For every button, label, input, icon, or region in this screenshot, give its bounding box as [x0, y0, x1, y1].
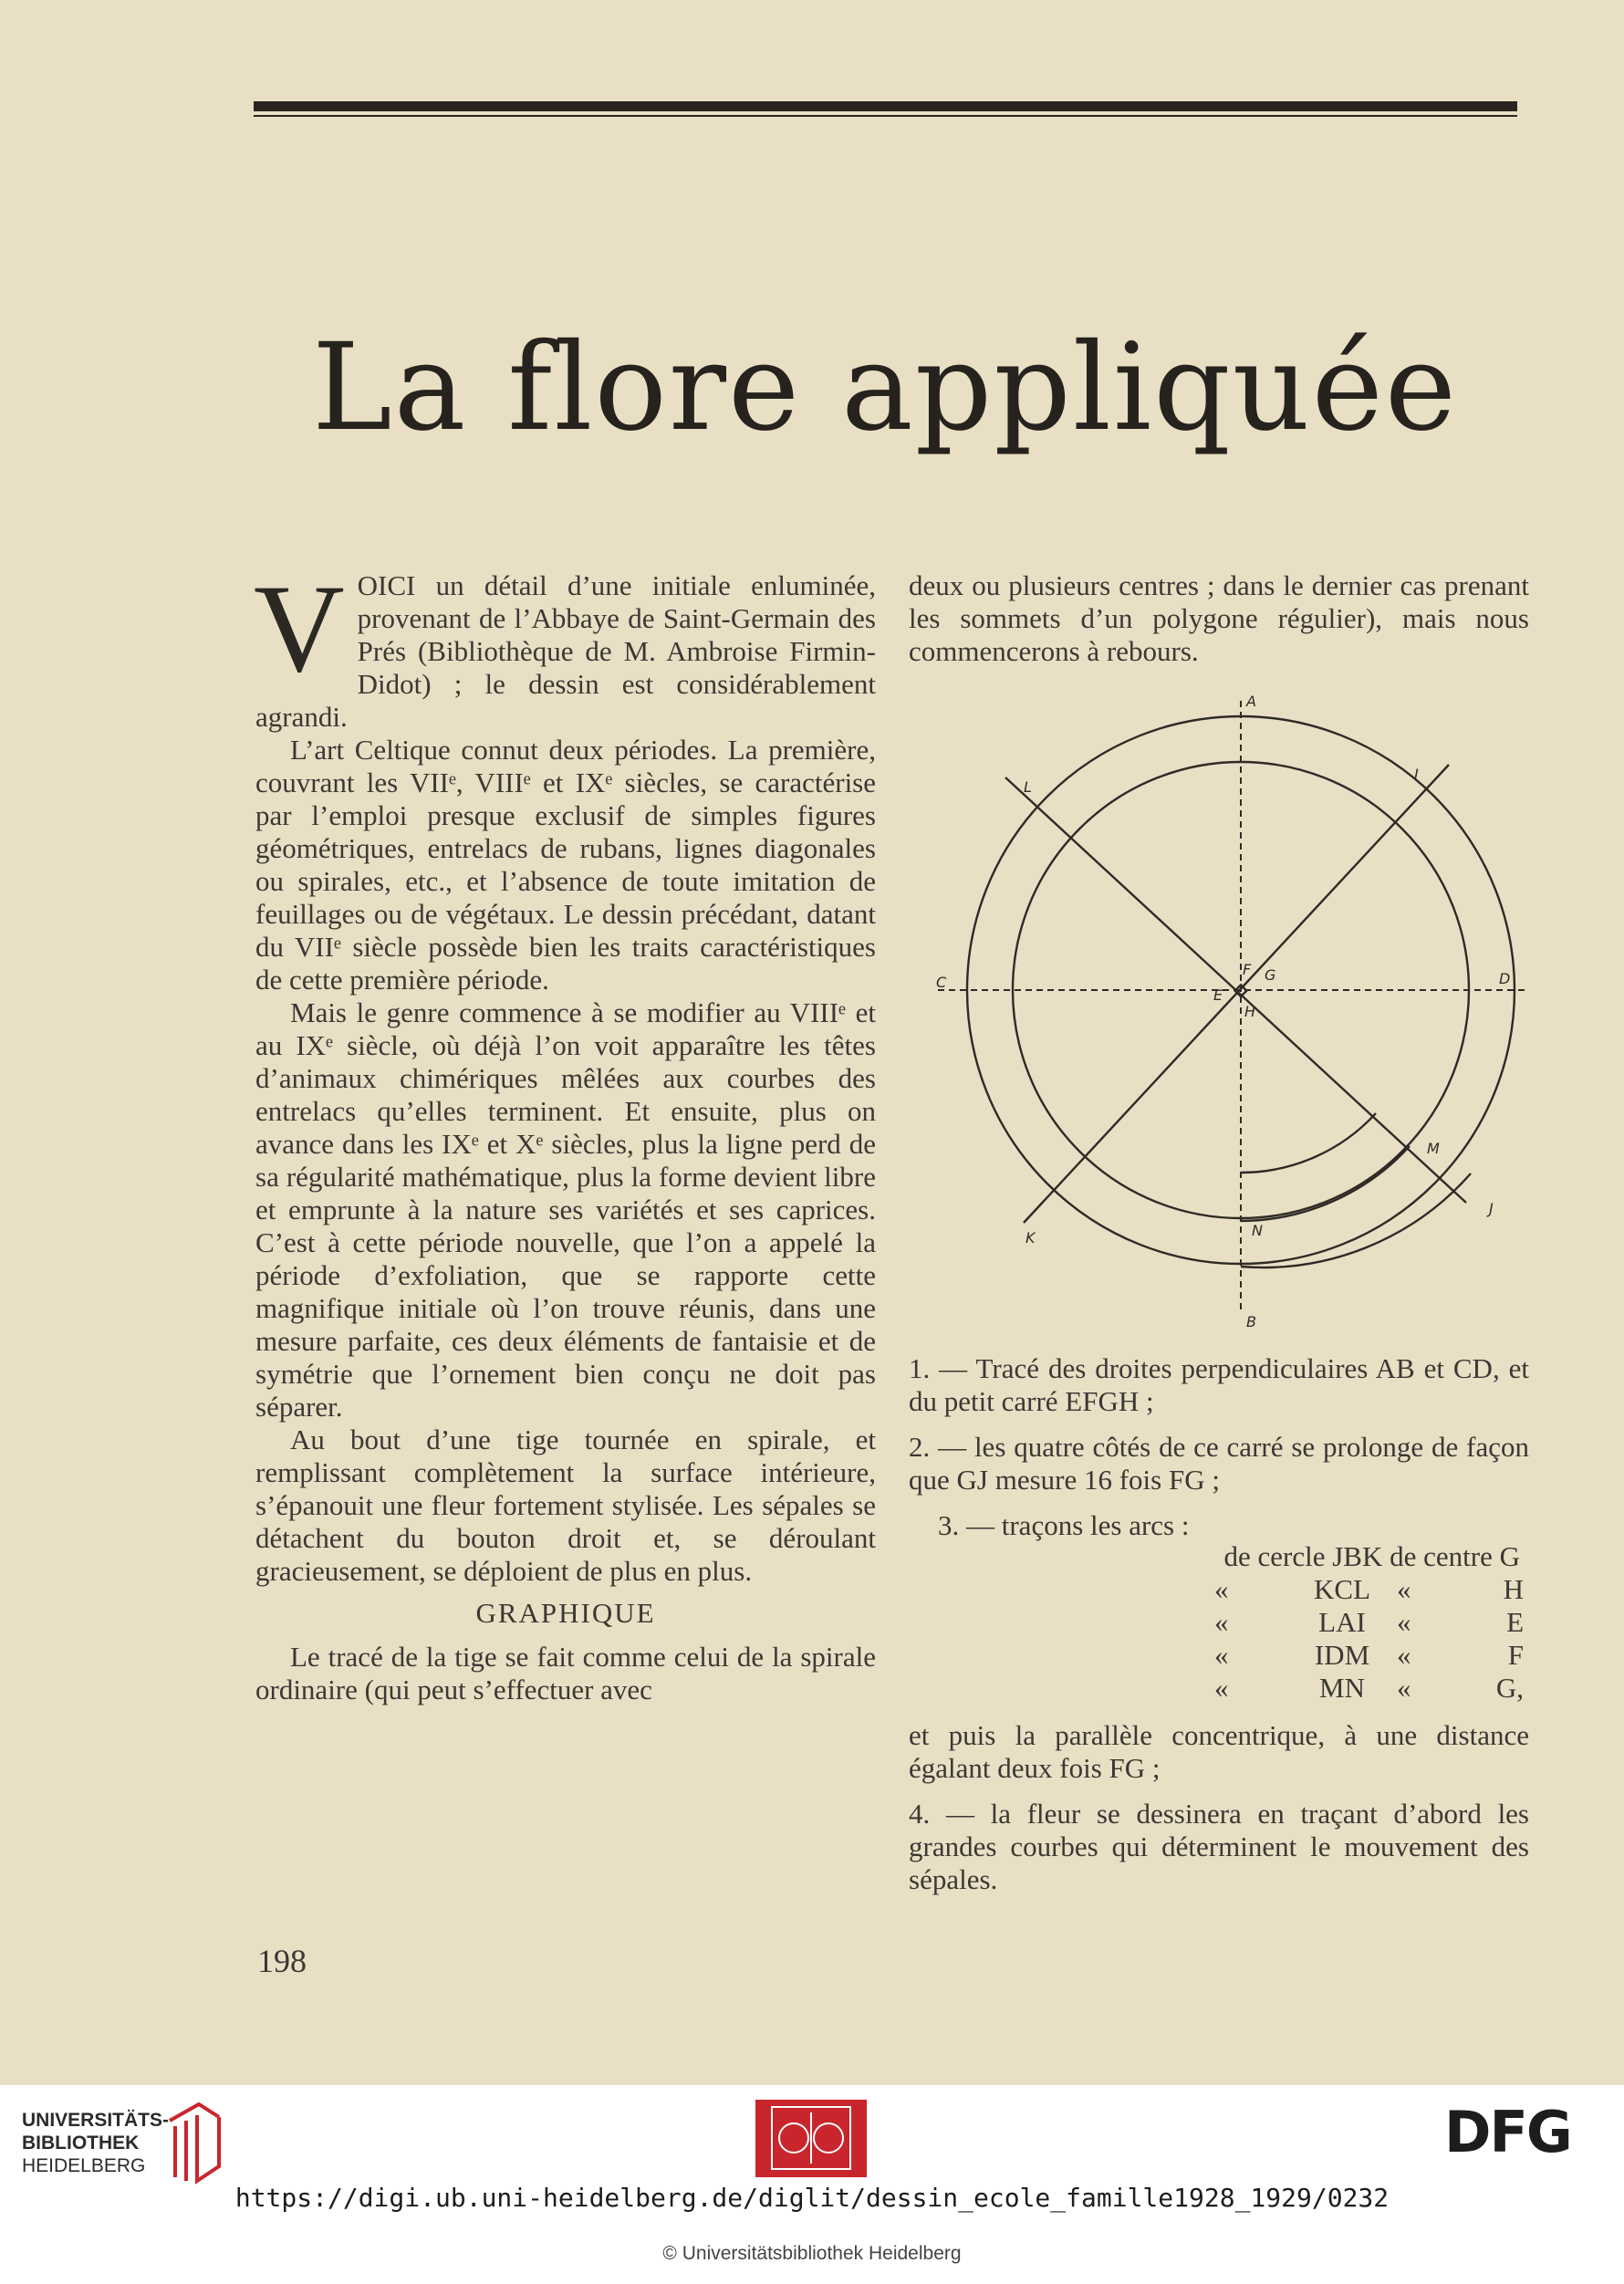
drop-cap: V	[254, 558, 345, 698]
paragraph: Mais le genre commence à se modifier au VIIIᵉ et au IXᵉ siècle, où déjà l’on voit apparaître les têtes d’animaux chimériques mêlées aux courbes des entrelacs qu’elles terminent. Et ensuite, plus on avance dans les IXᵉ et Xᵉ siècles, plus la ligne perd de sa régularité mathématique, plus la forme devient libre et emprunte à la nature ses variétés et ses caprices. C’est à cette période nouvelle, que l’on a appelé la période d’exfoliation, que se rapporte cette magnifique initiale où l’on trouve réunis, dans une mesure parfaite, ces deux éléments de fantaisie et de symétrie que l’ornement bien conçu ne doit pas séparer.	[255, 996, 876, 1423]
label-C: C	[936, 974, 947, 991]
arc-row: « IDM « F	[1214, 1639, 1524, 1671]
step-2: 2. — les quatre côtés de ce carré se prolonge de façon que GJ mesure 16 fois FG ;	[909, 1431, 1529, 1496]
step-3-end: et puis la parallèle concentrique, à une distance égalant deux fois FG ;	[909, 1719, 1529, 1784]
paragraph: Le tracé de la tige se fait comme celui de la spirale ordinaire (qui peut s’effectuer avec	[255, 1641, 876, 1705]
medium-arc	[1241, 1146, 1410, 1221]
library-logo-text: UNIVERSITÄTS- BIBLIOTHEK HEIDELBERG	[22, 2110, 170, 2176]
label-B: B	[1246, 1313, 1256, 1330]
label-K: K	[1025, 1229, 1036, 1246]
paragraph: deux ou plusieurs centres ; dans le dernier cas prenant les sommets d’un polygone régulier), mais nous commencerons à rebours.	[909, 569, 1529, 667]
right-column-steps	[909, 1352, 1529, 1896]
intro-paragraph: VOICI un détail d’une initiale enluminée, provenant de l’Abbaye de Saint-Germain des Prés (Bibliothèque de M. Ambroise Firmin-Didot) ; le dessin est considérablement agrandi.	[254, 558, 876, 733]
top-rule	[254, 101, 1517, 111]
left-column	[254, 558, 876, 1706]
copyright: © Universitätsbibliothek Heidelberg	[662, 2243, 962, 2264]
label-F: F	[1243, 961, 1252, 978]
diagonal-IK	[1024, 765, 1449, 1223]
construction-diagram	[921, 684, 1542, 1341]
page-title: La flore appliquée	[312, 318, 1458, 458]
top-rule-thin	[254, 115, 1517, 117]
library-logo-icon	[162, 2093, 226, 2185]
label-N: N	[1252, 1222, 1263, 1239]
label-D: D	[1499, 970, 1511, 987]
label-L: L	[1024, 778, 1032, 796]
paragraph: Au bout d’une tige tournée en spirale, et remplissant complètement la surface intérieure, s’épanouit une fleur fortement stylisée. Les sépales se détachent du bouton droit et, se déroulant gracieusement, se déploient de plus en plus.	[255, 1424, 876, 1587]
label-E: E	[1213, 986, 1223, 1004]
step-3-lead: de cercle JBK de centre G	[1223, 1540, 1520, 1572]
small-arc	[1241, 1113, 1376, 1173]
dfg-logo: DFG	[1444, 2099, 1571, 2165]
label-A: A	[1246, 693, 1256, 710]
label-J: J	[1489, 1200, 1494, 1217]
page-number: 198	[257, 1943, 307, 1979]
step-4: 4. — la fleur se dessinera en traçant d’abord les grandes courbes qui déterminent le mouvement des sépales.	[909, 1798, 1529, 1895]
label-H: H	[1244, 1003, 1256, 1020]
step-1: 1. — Tracé des droites perpendiculaires AB et CD, et du petit carré EFGH ;	[909, 1352, 1529, 1417]
step-3	[909, 1509, 1529, 1712]
label-M: M	[1427, 1140, 1440, 1157]
step-3-intro: 3. — traçons les arcs :	[938, 1509, 1190, 1541]
episteme-logo	[755, 2100, 867, 2177]
arc-row: « KCL « H	[1214, 1573, 1524, 1605]
right-column-top	[909, 569, 1529, 668]
arc-row: « MN « G,	[1214, 1672, 1524, 1704]
label-G: G	[1265, 966, 1276, 984]
arc-row: « LAI « E	[1214, 1606, 1524, 1638]
label-I: I	[1414, 766, 1419, 783]
section-heading: GRAPHIQUE	[475, 1597, 656, 1629]
paragraph: L’art Celtique connut deux périodes. La première, couvrant les VIIᵉ, VIIIᵉ et IXᵉ siècles, se caractérise par l’emploi presque exclusif de simples figures géométriques, entrelacs de rubans, lignes diagonales ou spirales, etc., et l’absence de toute imitation de feuillages ou de végétaux. Le dessin précédant, datant du VIIᵉ siècle possède bien les traits caractéristiques de cette première période.	[255, 734, 876, 996]
source-url[interactable]: https://digi.ub.uni-heidelberg.de/diglit/dessin_ecole_famille1928_1929/0232	[234, 2183, 1390, 2213]
episteme-logo-mark	[755, 2100, 867, 2177]
